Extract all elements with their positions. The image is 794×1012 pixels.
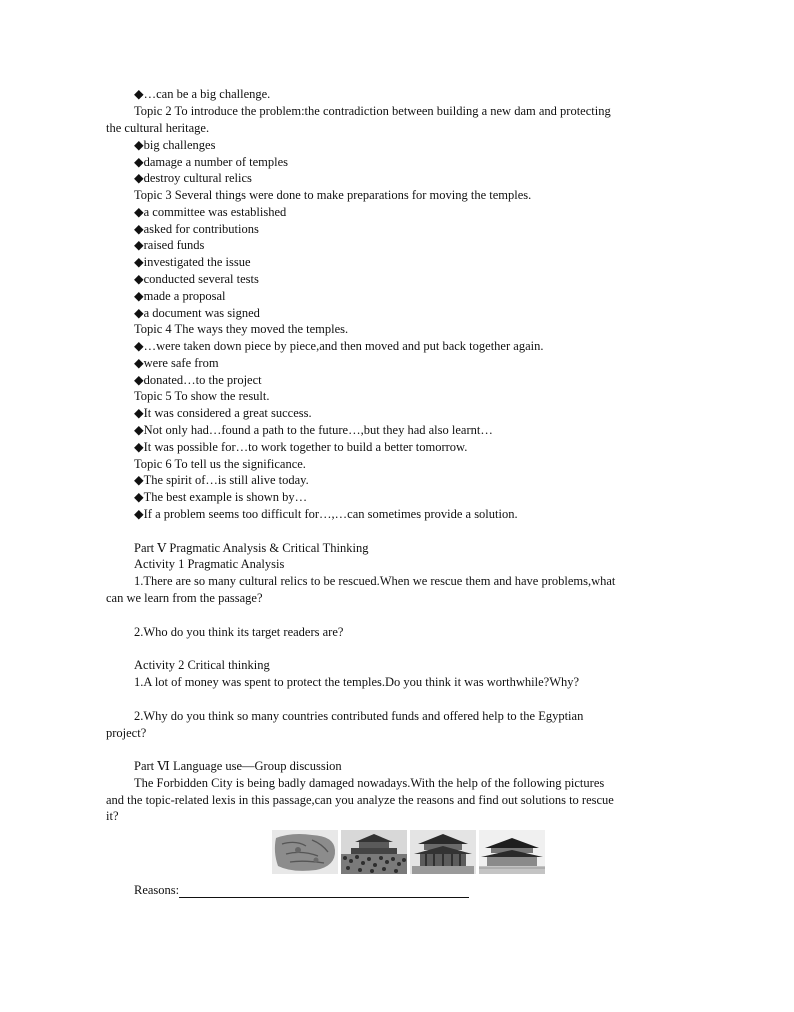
topic-heading: Topic 6 To tell us the significance.: [134, 457, 306, 471]
bullet-line: ◆The best example is shown by…: [134, 490, 308, 504]
topic-heading: Topic 4 The ways they moved the temples.: [134, 322, 349, 336]
topic-heading: Topic 5 To show the result.: [134, 389, 270, 403]
bullet-line: ◆If a problem seems too difficult for…,…can sometimes provide a solution.: [134, 507, 518, 521]
question-line: 2.Why do you think so many countries contributed funds and offered help to the Egyptian: [134, 709, 584, 723]
bullet-line: ◆conducted several tests: [134, 272, 259, 286]
palace-image: [479, 830, 545, 874]
bullet-line: ◆Not only had…found a path to the future…,but they had also learnt…: [134, 423, 493, 437]
text-line: the cultural heritage.: [106, 121, 210, 135]
bullet-line: ◆a document was signed: [134, 306, 260, 320]
question-line: 1.There are so many cultural relics to be rescued.When we rescue them and have problems,what: [134, 574, 616, 588]
reasons-label: Reasons:: [134, 883, 180, 897]
bullet-line: ◆destroy cultural relics: [134, 171, 252, 185]
question-line: 2.Who do you think its target readers are?: [134, 625, 344, 639]
question-line: project?: [106, 726, 147, 740]
text-line: The Forbidden City is being badly damaged nowadays.With the help of the following pictures: [134, 776, 605, 790]
bullet-line: ◆…can be a big challenge.: [134, 87, 271, 101]
crowd-gate-image: [341, 830, 407, 874]
text-line: it?: [106, 809, 119, 823]
bullet-line: ◆damage a number of temples: [134, 155, 289, 169]
bullet-line: ◆The spirit of…is still alive today.: [134, 473, 309, 487]
stone-carving-image: [272, 830, 338, 874]
reasons-answer-blank: [179, 884, 469, 898]
bullet-line: ◆big challenges: [134, 138, 216, 152]
activity-heading: Activity 2 Critical thinking: [134, 658, 270, 672]
bullet-line: ◆asked for contributions: [134, 222, 259, 236]
bullet-line: ◆It was considered a great success.: [134, 406, 312, 420]
bullet-line: ◆raised funds: [134, 238, 205, 252]
bullet-line: ◆made a proposal: [134, 289, 226, 303]
question-line: can we learn from the passage?: [106, 591, 263, 605]
part-heading: Part Ⅴ Pragmatic Analysis & Critical Thinking: [134, 541, 369, 555]
part-heading: Part Ⅵ Language use—Group discussion: [134, 759, 342, 773]
picture-strip: [272, 830, 545, 874]
question-line: 1.A lot of money was spent to protect the temples.Do you think it was worthwhile?Why?: [134, 675, 580, 689]
hall-image: [410, 830, 476, 874]
topic-heading: Topic 3 Several things were done to make preparations for moving the temples.: [134, 188, 532, 202]
activity-heading: Activity 1 Pragmatic Analysis: [134, 557, 285, 571]
bullet-line: ◆donated…to the project: [134, 373, 262, 387]
topic-heading: Topic 2 To introduce the problem:the contradiction between building a new dam and protecting: [134, 104, 611, 118]
bullet-line: ◆It was possible for…to work together to build a better tomorrow.: [134, 440, 468, 454]
bullet-line: ◆were safe from: [134, 356, 219, 370]
reasons-line: [134, 882, 469, 898]
bullet-line: ◆a committee was established: [134, 205, 287, 219]
bullet-line: ◆…were taken down piece by piece,and then moved and put back together again.: [134, 339, 544, 353]
bullet-line: ◆investigated the issue: [134, 255, 251, 269]
text-line: and the topic-related lexis in this passage,can you analyze the reasons and find out solutions to rescue: [106, 793, 614, 807]
